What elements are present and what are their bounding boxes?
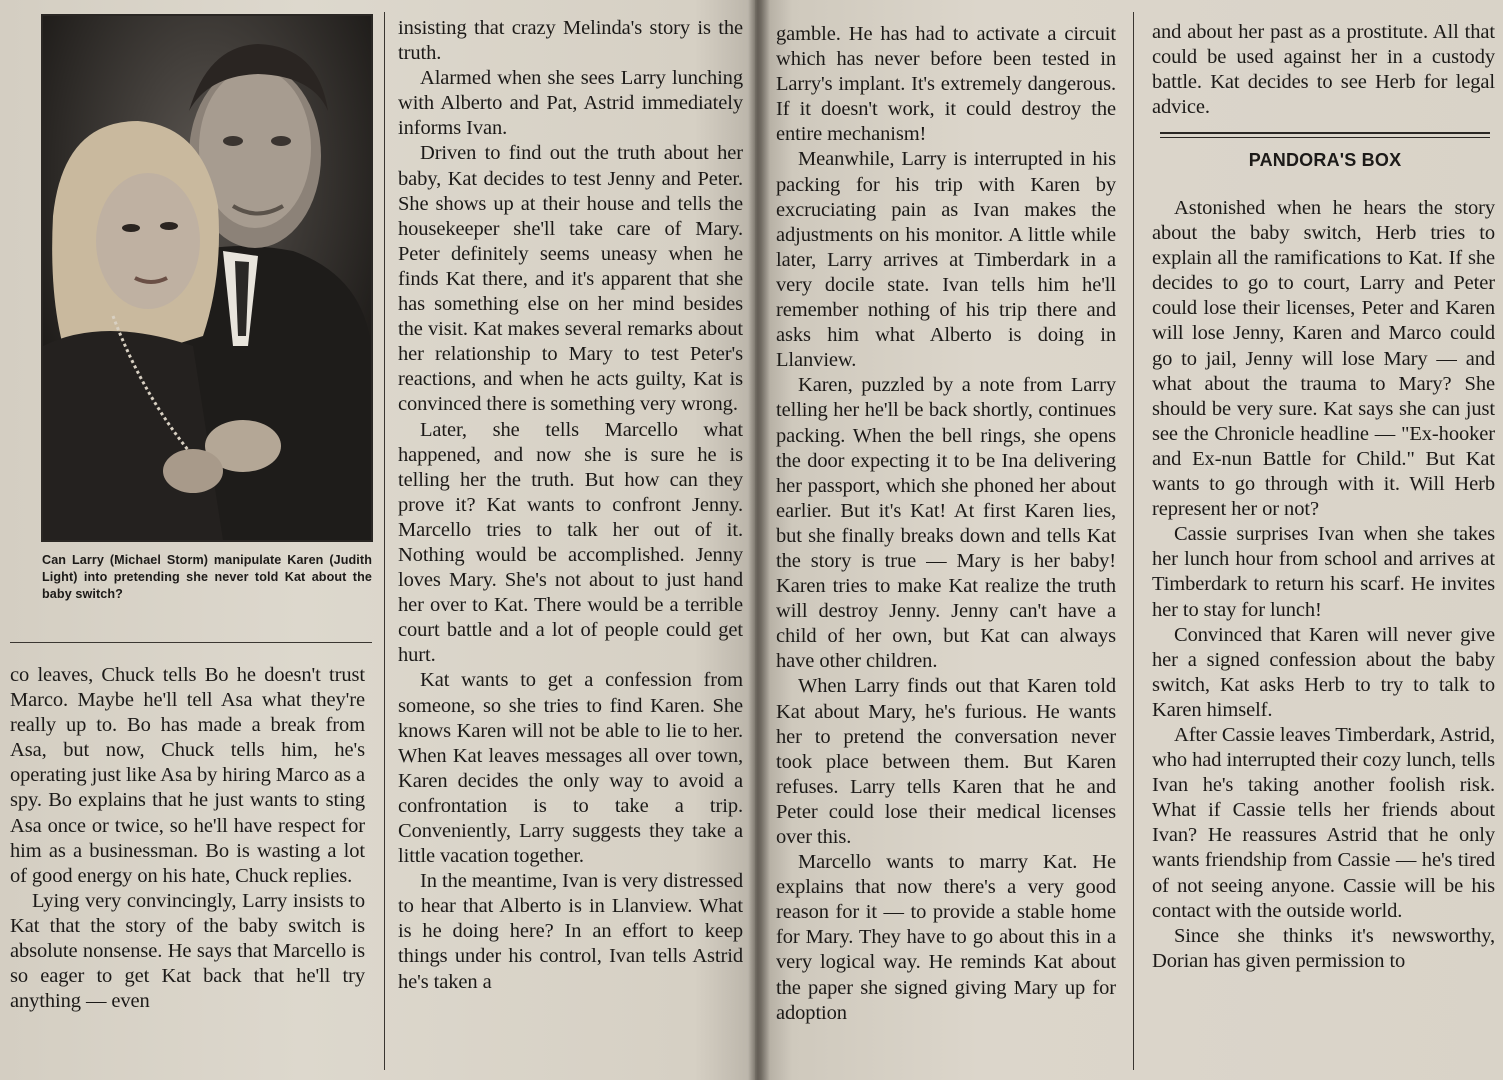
col2-paragraph-3: Driven to find out the truth about her baby, Kat decides to test Jenny and Peter. She shows up at their house and tells the housekeeper she'll take care of Mary. Peter definitely seems uneasy when he finds Kat there, and it's apparent that she has something else on her mind besides the visit. Kat makes several remarks about her relationship to Mary to test Peter's reactions, and when he acts guilty, Kat is convinced there is something very wrong.	[398, 142, 743, 416]
book-gutter	[748, 0, 770, 1080]
col4-paragraph-4: Convinced that Karen will never give her a signed confession about the baby switch, Kat asks Herb to try to talk to Karen himself.	[1152, 623, 1495, 721]
col3-paragraph-2: Meanwhile, Larry is interrupted in his packing for his trip with Karen by excruciating pain as Ivan makes the adjustments on his monitor. A little while later, Larry arrives at Timberdark in a very docile state. Ivan tells him he'll remember nothing of his trip there and asks him what Alberto is doing in Llanview.	[776, 148, 1116, 372]
col4-paragraph-6: Since she thinks it's newsworthy, Dorian has given permission to	[1152, 924, 1495, 972]
photo-image	[43, 16, 371, 540]
section-rule-top	[1160, 132, 1490, 134]
col3-paragraph-5: Marcello wants to marry Kat. He explains that now there's a very good reason for it — to provide a stable home for Mary. They have to go about this in a very logical way. He reminds Kat about the paper she signed giving Mary up for adoption	[776, 851, 1116, 1024]
col1-paragraph-1: co leaves, Chuck tells Bo he doesn't trust Marco. Maybe he'll tell Asa what they're really up to. Bo has made a break from Asa, but now, Chuck tells him, he's operating just like Asa by hiring Marco as a spy. Bo explains that he just wants to sting Asa once or twice, so he'll have respect for him as a businessman. Bo is wasting a lot of good energy on his hate, Chuck replies.	[10, 664, 365, 887]
column-1	[10, 663, 365, 1014]
column-3	[776, 22, 1116, 1026]
col4-paragraph-2: Astonished when he hears the story about the baby switch, Herb tries to explain all the ramifications to Kat. If she decides to go to court, Larry and Peter could lose their licenses, Peter and Karen will lose Jenny, Karen and Marco could go to jail, Jenny will lose Mary — and what about the trauma to Mary? She should be very sure. Kat says she can just see the Chronicle headline — "Ex-hooker and Ex-nun Battle for Child." But Kat wants to go through with it. Will Herb represent her or not?	[1152, 197, 1495, 521]
column-2	[398, 16, 743, 995]
col3-paragraph-3: Karen, puzzled by a note from Larry telling her he'll be back shortly, continues packing. When the bell rings, she opens the door expecting it to be Ina delivering her passport, which she phoned her about earlier. But it's Kat! At first Karen lies, but she finally breaks down and tells Kat the story is true — Mary is her baby! Karen tries to make Kat realize the truth will destroy Jenny. Jenny can't have a child of her own, but Kat can always have other children.	[776, 374, 1116, 673]
col3-paragraph-1: gamble. He has had to activate a circuit which has never before been tested in Larry's implant. It's extremely dangerous. If it doesn't work, it could destroy the entire mechanism!	[776, 23, 1116, 146]
col2-paragraph-6: In the meantime, Ivan is very distressed to hear that Alberto is in Llanview. What is he doing here? In an effort to keep things under his control, Ivan tells Astrid he's taken a	[398, 870, 743, 993]
col3-paragraph-4: When Larry finds out that Karen told Kat about Mary, he's furious. He wants her to pretend the conversation never took place between them. But Karen refuses. Larry tells Karen that he and Peter could lose their medical licenses over this.	[776, 675, 1116, 848]
column-rule-2	[1133, 12, 1134, 1070]
column-rule-1	[384, 12, 385, 1070]
col4-paragraph-3: Cassie surprises Ivan when she takes her lunch hour from school and arrives at Timberdark to return his scarf. He invites her to stay for lunch!	[1152, 523, 1495, 621]
section-heading: PANDORA'S BOX	[1248, 150, 1402, 170]
col2-paragraph-4: Later, she tells Marcello what happened, and now she is sure he is telling her the truth. But how can they prove it? Kat wants to confront Jenny. Marcello tries to talk her out of it. Nothing would be accomplished. Jenny loves Mary. She's not about to just hand her over to Kat. There would be a terrible court battle and a lot of people could get hurt.	[398, 418, 743, 667]
col1-paragraph-2: Lying very convincingly, Larry insists to Kat that the story of the baby switch is absolute nonsense. He says that Marcello is so eager to get Kat back that he'll try anything — even	[10, 889, 365, 1013]
col2-paragraph-2: Alarmed when she sees Larry lunching with Alberto and Pat, Astrid immediately informs Ivan.	[398, 67, 743, 140]
photo-caption: Can Larry (Michael Storm) manipulate Karen (Judith Light) into pretending she never told Kat about the baby switch?	[42, 553, 372, 601]
photo-larry-karen	[41, 14, 373, 542]
column-4	[1152, 196, 1495, 974]
col4-paragraph-5: After Cassie leaves Timberdark, Astrid, who had interrupted their cozy lunch, tells Ivan he's taking another foolish risk. What if Cassie tells her friends about Ivan? He reassures Astrid that he only wants friendship from Cassie — he's tired of not seeing anyone. Cassie will be his contact with the outside world.	[1152, 723, 1495, 922]
col2-paragraph-1: insisting that crazy Melinda's story is the truth.	[398, 17, 743, 65]
col4-paragraph-1: and about her past as a prostitute. All that could be used against her in a custody battle. Kat decides to see Herb for legal advice.	[1152, 21, 1495, 119]
section-rule-top-thin	[1160, 137, 1490, 138]
caption-divider	[10, 642, 372, 643]
column-4-top	[1152, 20, 1495, 120]
col2-paragraph-5: Kat wants to get a confession from someone, so she tries to find Karen. She knows Karen will not be able to lie to her. When Kat leaves messages all over town, Karen decides the only way to avoid a confrontation is to take a trip. Conveniently, Larry suggests they take a little vacation together.	[398, 669, 743, 868]
